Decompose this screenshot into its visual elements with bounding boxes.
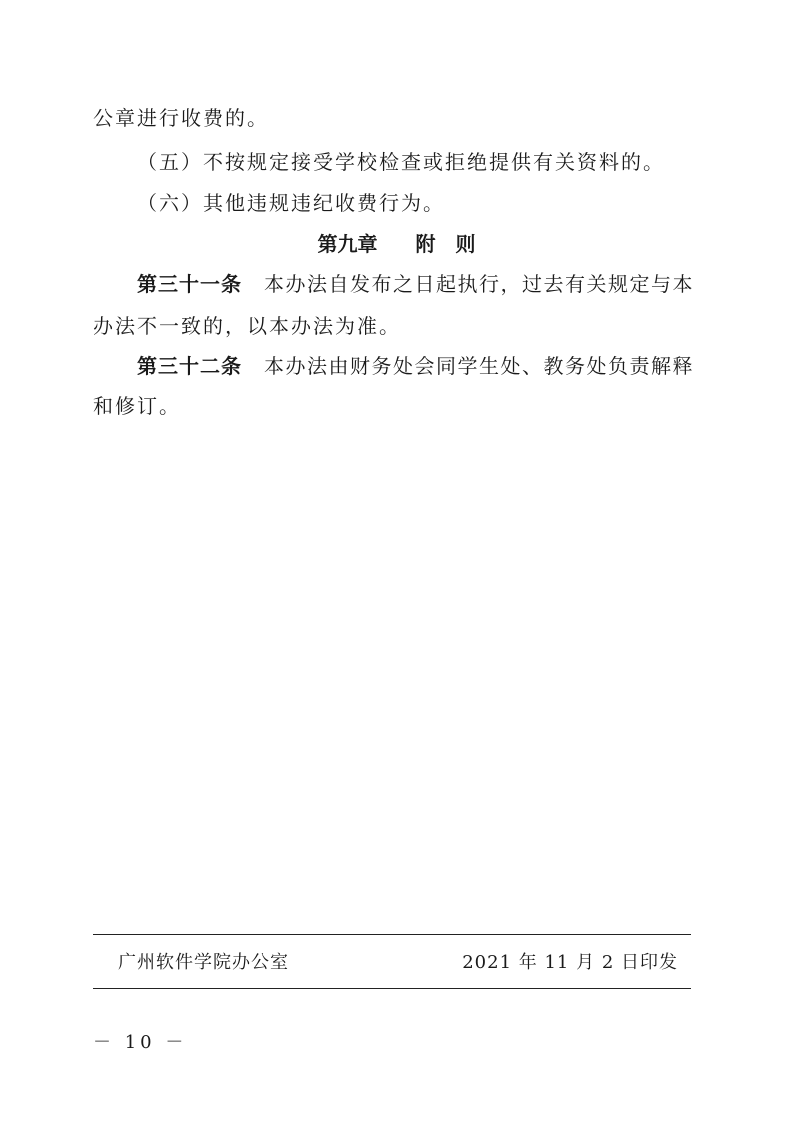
article-32-text: 本办法由财务处会同学生处、教务处负责解释 xyxy=(264,354,694,378)
chapter-subtitle: 附 则 xyxy=(415,232,476,256)
article-32-label: 第三十二条 xyxy=(137,354,242,378)
article-31-line-1 xyxy=(137,270,698,298)
footer-top-rule xyxy=(93,934,691,935)
chapter-title: 第九章 xyxy=(317,232,378,256)
list-item-6: （六）其他违规违纪收费行为。 xyxy=(137,191,445,215)
page-number: － 10 － xyxy=(93,1032,188,1053)
article-32-line-1 xyxy=(137,352,698,380)
chapter-heading xyxy=(0,230,793,258)
footer-date: 2021 年 11 月 2 日印发 xyxy=(462,952,678,973)
article-32-line-2: 和修订。 xyxy=(93,394,181,418)
article-31-text: 本办法自发布之日起执行，过去有关规定与本 xyxy=(264,272,694,296)
list-item-5: （五）不按规定接受学校检查或拒绝提供有关资料的。 xyxy=(137,150,665,174)
footer-row xyxy=(118,950,678,976)
footer-bottom-rule xyxy=(93,988,691,989)
article-31-label: 第三十一条 xyxy=(137,272,242,296)
footer-issuer: 广州软件学院办公室 xyxy=(118,952,289,973)
article-31-line-2: 办法不一致的，以本办法为准。 xyxy=(93,314,401,338)
body-line-continuation: 公章进行收费的。 xyxy=(93,106,269,130)
